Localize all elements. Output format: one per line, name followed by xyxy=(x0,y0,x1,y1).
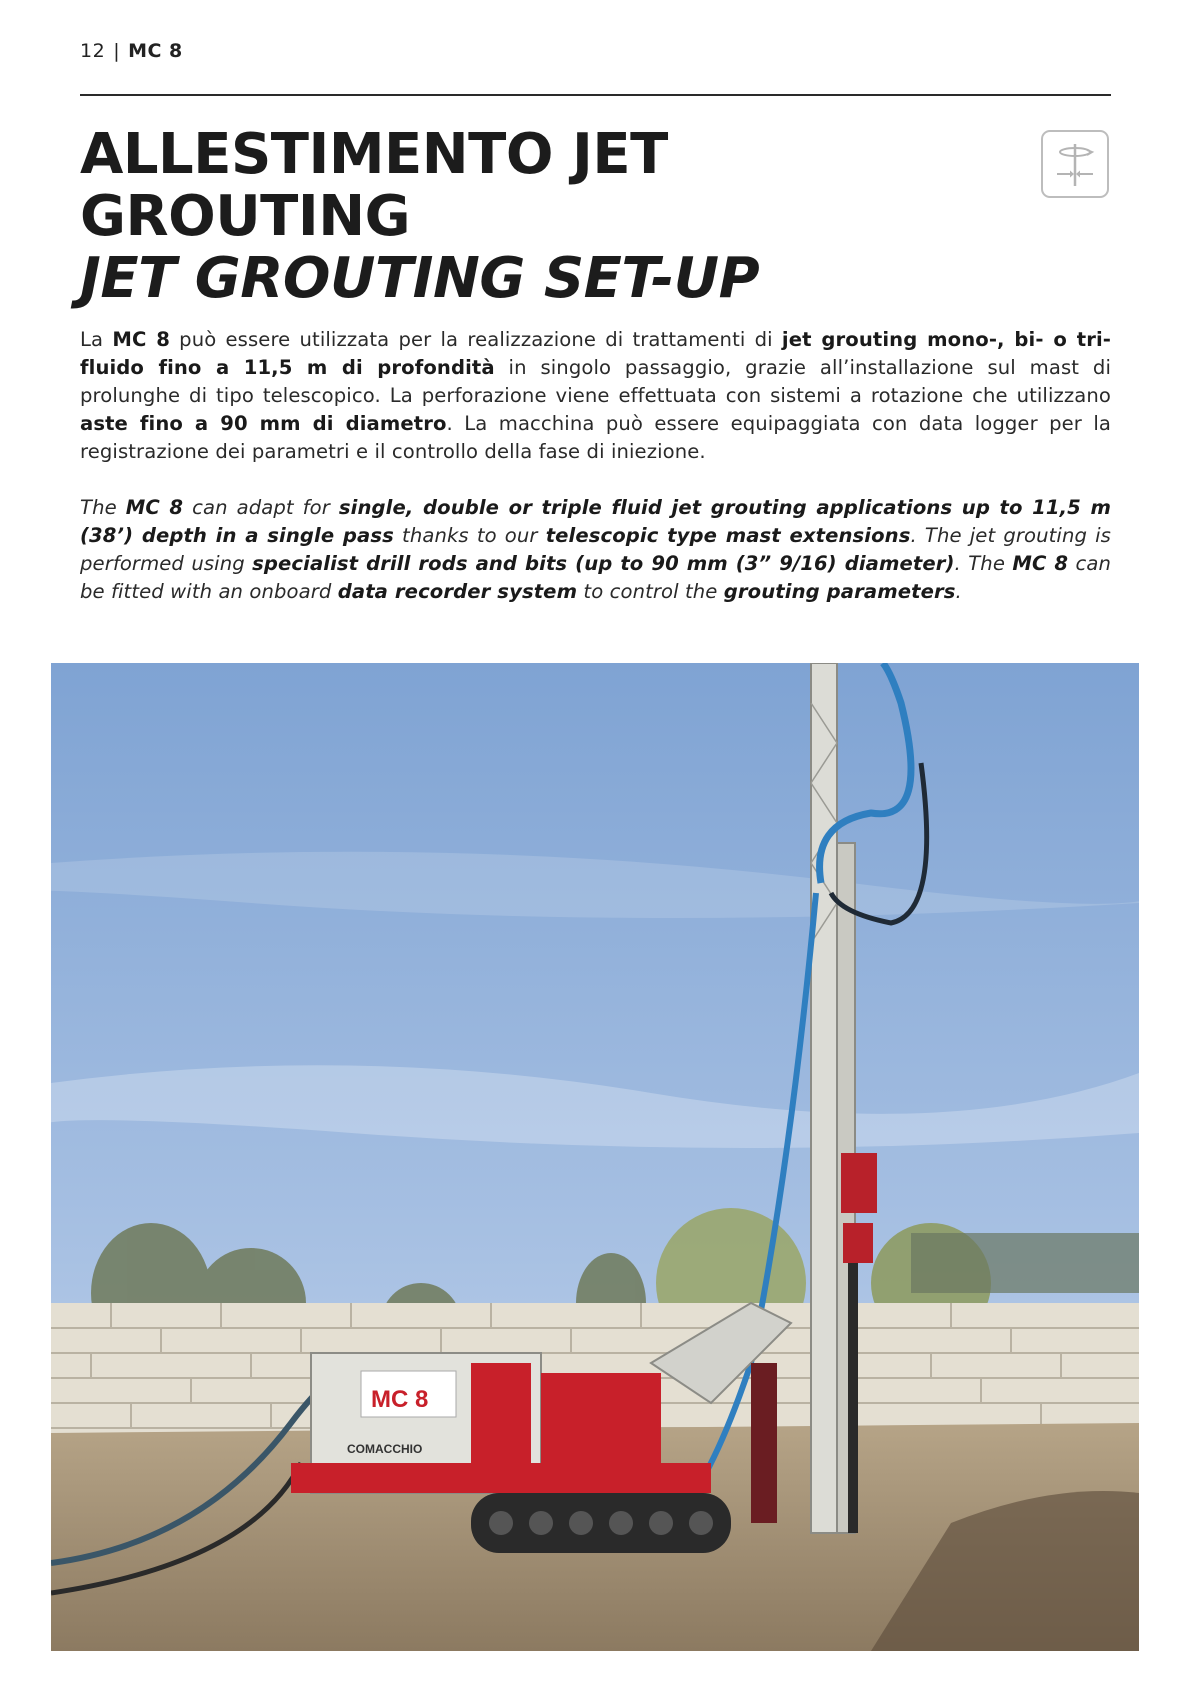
rotation-drill-icon-graphic xyxy=(1043,132,1107,196)
text-segment: thanks to our xyxy=(393,524,546,547)
bold-mast-extensions: telescopic type mast extensions xyxy=(545,524,911,547)
bold-fluid-applications: single, double or triple fluid jet grouting applications up to 11,5 m (38’) depth in a single pass xyxy=(80,496,1112,547)
paragraph-italian xyxy=(80,326,1111,466)
drilling-rig-photo xyxy=(51,663,1139,1651)
rig-model-label: MC 8 xyxy=(371,1386,429,1413)
bold-rod-diameter: aste fino a 90 mm di diametro xyxy=(80,412,447,435)
paragraph-english xyxy=(80,494,1111,606)
text-segment: can be fitted with an onboard xyxy=(80,552,1112,603)
page-number: 12 xyxy=(80,40,106,62)
bold-grouting-parameters: grouting parameters xyxy=(723,580,956,603)
header-model: MC 8 xyxy=(128,40,183,62)
bold-jet-grouting-depth: jet grouting mono-, bi- o tri-fluido fino a 11,5 m di profondità xyxy=(80,328,1112,379)
text-segment: . The xyxy=(954,552,1013,575)
text-segment: The xyxy=(80,496,126,519)
title-italian: ALLESTIMENTO JET GROUTING xyxy=(80,122,668,249)
text-segment: . The jet grouting is performed using xyxy=(80,524,1111,575)
text-segment: . xyxy=(955,580,962,603)
text-segment: può essere utilizzata per la realizzazione di trattamenti di xyxy=(169,328,782,351)
text-segment: La xyxy=(80,328,113,351)
bold-data-recorder: data recorder system xyxy=(337,580,578,603)
text-segment: in singolo passaggio, grazie all’installazione sul mast di prolunghe di tipo telescopico. La perforazione viene effettuata con sistemi a rotazione che utilizzano xyxy=(80,356,1111,407)
text-segment: to control the xyxy=(577,580,724,603)
header-separator: | xyxy=(113,40,121,62)
header-divider xyxy=(80,94,1111,96)
rotation-drill-icon xyxy=(1041,130,1109,198)
bold-model: MC 8 xyxy=(112,328,170,351)
page-header xyxy=(80,40,183,62)
bold-drill-rods: specialist drill rods and bits (up to 90 mm (3” 9/16) diameter) xyxy=(252,552,955,575)
bold-model: MC 8 xyxy=(1012,552,1069,575)
rig-brand-label: COMACCHIO xyxy=(347,1442,423,1456)
text-segment: can adapt for xyxy=(183,496,339,519)
title-english: JET GROUTING SET-UP xyxy=(80,246,760,311)
text-segment: . La macchina può essere equipaggiata con data logger per la registrazione dei parametri e il controllo della fase di iniezione. xyxy=(80,412,1111,463)
page-title xyxy=(80,124,980,310)
bold-model: MC 8 xyxy=(125,496,184,519)
